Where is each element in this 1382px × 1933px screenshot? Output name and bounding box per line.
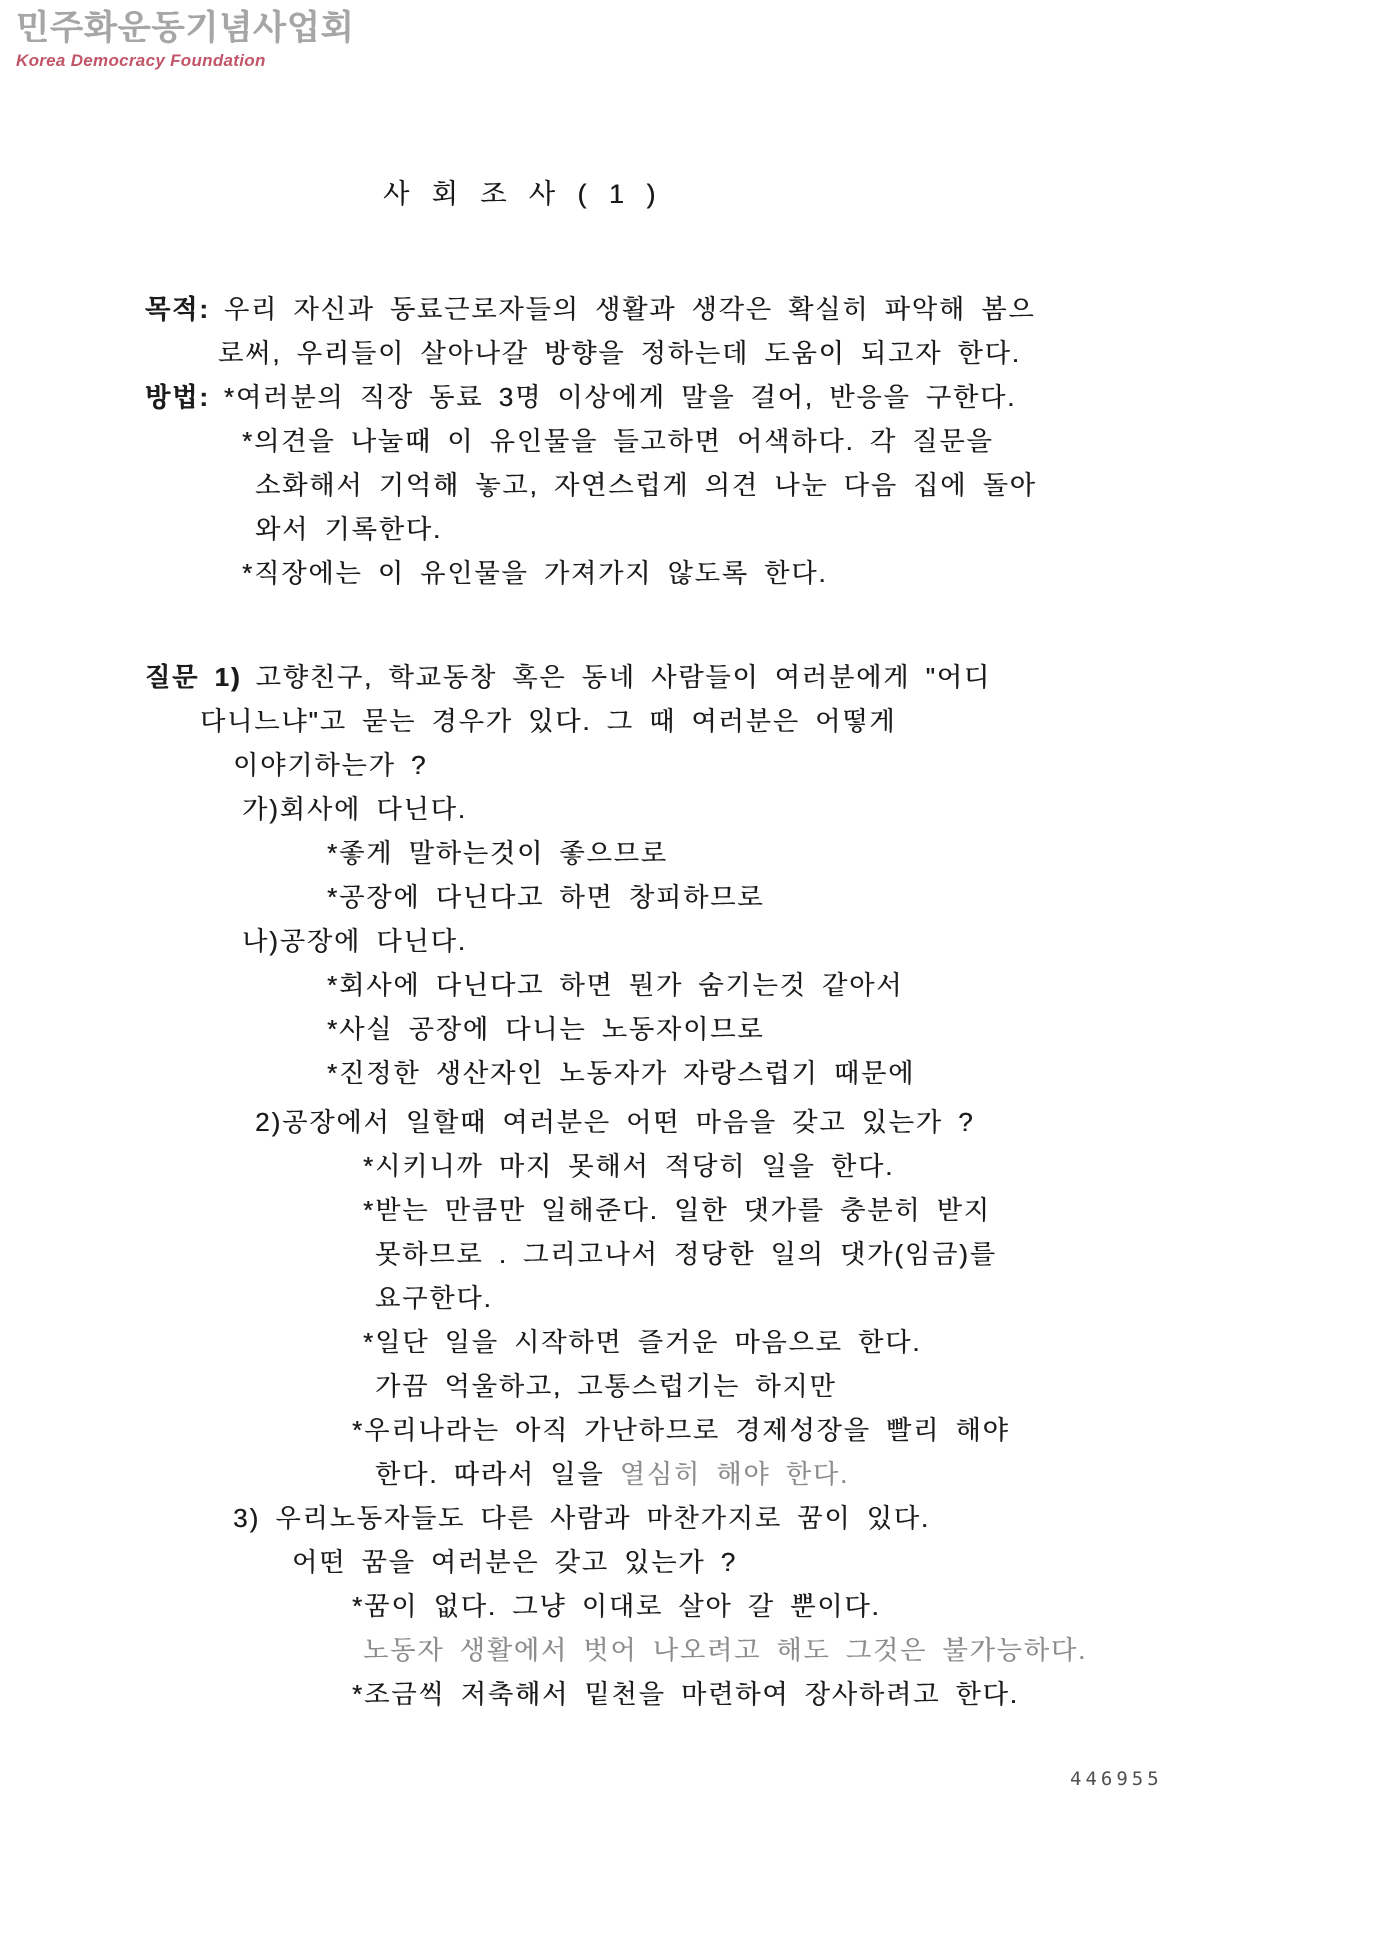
document-line: 2)공장에서 일할때 여러분은 어떤 마음을 갖고 있는가 ? bbox=[255, 1107, 975, 1137]
document-line: 어떤 꿈을 여러분은 갖고 있는가 ? bbox=[292, 1547, 738, 1577]
document-line: *직장에는 이 유인물을 가져가지 않도록 한다. bbox=[242, 558, 828, 588]
document-line: 가끔 억울하고, 고통스럽기는 하지만 bbox=[375, 1371, 837, 1401]
archive-page-number: 446955 bbox=[1070, 1768, 1163, 1790]
document-line: 노동자 생활에서 벗어 나오려고 해도 그것은 불가능하다. bbox=[363, 1635, 1088, 1665]
document-line: *꿈이 없다. 그냥 이대로 살아 갈 뿐이다. bbox=[352, 1591, 881, 1621]
document-line: *조금씩 저축해서 밑천을 마련하여 장사하려고 한다. bbox=[352, 1679, 1019, 1709]
document-line: *우리나라는 아직 가난하므로 경제성장을 빨리 해야 bbox=[352, 1415, 1010, 1445]
document-line: *좋게 말하는것이 좋으므로 bbox=[327, 838, 668, 868]
document-line: 소화해서 기억해 놓고, 자연스럽게 의견 나눈 다음 집에 돌아 bbox=[255, 470, 1037, 500]
line-label: 목적: bbox=[145, 294, 210, 324]
document-line: 요구한다. bbox=[375, 1283, 493, 1313]
document-line: 다니느냐"고 묻는 경우가 있다. 그 때 여러분은 어떻게 bbox=[200, 706, 897, 736]
document-line: *의견을 나눌때 이 유인물을 들고하면 어색하다. 각 질문을 bbox=[242, 426, 994, 456]
document-body bbox=[145, 294, 1325, 1723]
document-line: 와서 기록한다. bbox=[255, 514, 443, 544]
document-line: *공장에 다닌다고 하면 창피하므로 bbox=[327, 882, 765, 912]
document-line: *진정한 생산자인 노동자가 자랑스럽기 때문에 bbox=[327, 1058, 916, 1088]
line-label: 방법: bbox=[145, 382, 210, 412]
logo-english-text: Korea Democracy Foundation bbox=[16, 51, 266, 70]
document-line: *일단 일을 시작하면 즐거운 마음으로 한다. bbox=[363, 1327, 922, 1357]
faded-text: 열심히 해야 한다. bbox=[619, 1459, 850, 1489]
korea-democracy-foundation-logo bbox=[16, 8, 354, 71]
document-line: 나)공장에 다닌다. bbox=[242, 926, 467, 956]
document-line: *받는 만큼만 일해준다. 일한 댓가를 충분히 받지 bbox=[363, 1195, 991, 1225]
document-line: *시키니까 마지 못해서 적당히 일을 한다. bbox=[363, 1151, 895, 1181]
document-line: 질문 1) 고향친구, 학교동창 혹은 동네 사람들이 여러분에게 "어디 bbox=[145, 662, 992, 692]
document-line: 못하므로 . 그리고나서 정당한 일의 댓가(임금)를 bbox=[375, 1239, 997, 1269]
document-line: 방법: *여러분의 직장 동료 3명 이상에게 말을 걸어, 반응을 구한다. bbox=[145, 382, 1017, 412]
logo-korean-text: 민주화운동기념사업회 bbox=[16, 9, 355, 47]
document-line: 로써, 우리들이 살아나갈 방향을 정하는데 도움이 되고자 한다. bbox=[218, 338, 1021, 368]
document-line: 이야기하는가 ? bbox=[233, 750, 428, 780]
document-line: 3) 우리노동자들도 다른 사람과 마찬가지로 꿈이 있다. bbox=[233, 1503, 931, 1533]
document-line: *회사에 다닌다고 하면 뭔가 숨기는것 같아서 bbox=[327, 970, 904, 1000]
document-line: 한다. 따라서 일을 열심히 해야 한다. bbox=[375, 1459, 850, 1489]
document-line: 가)회사에 다닌다. bbox=[242, 794, 467, 824]
document-line: 목적: 우리 자신과 동료근로자들의 생활과 생각은 확실히 파악해 봄으 bbox=[145, 294, 1036, 324]
document-title: 사 회 조 사 ( 1 ) bbox=[383, 179, 662, 209]
document-line: *사실 공장에 다니는 노동자이므로 bbox=[327, 1014, 765, 1044]
line-label: 질문 1) bbox=[145, 662, 242, 692]
